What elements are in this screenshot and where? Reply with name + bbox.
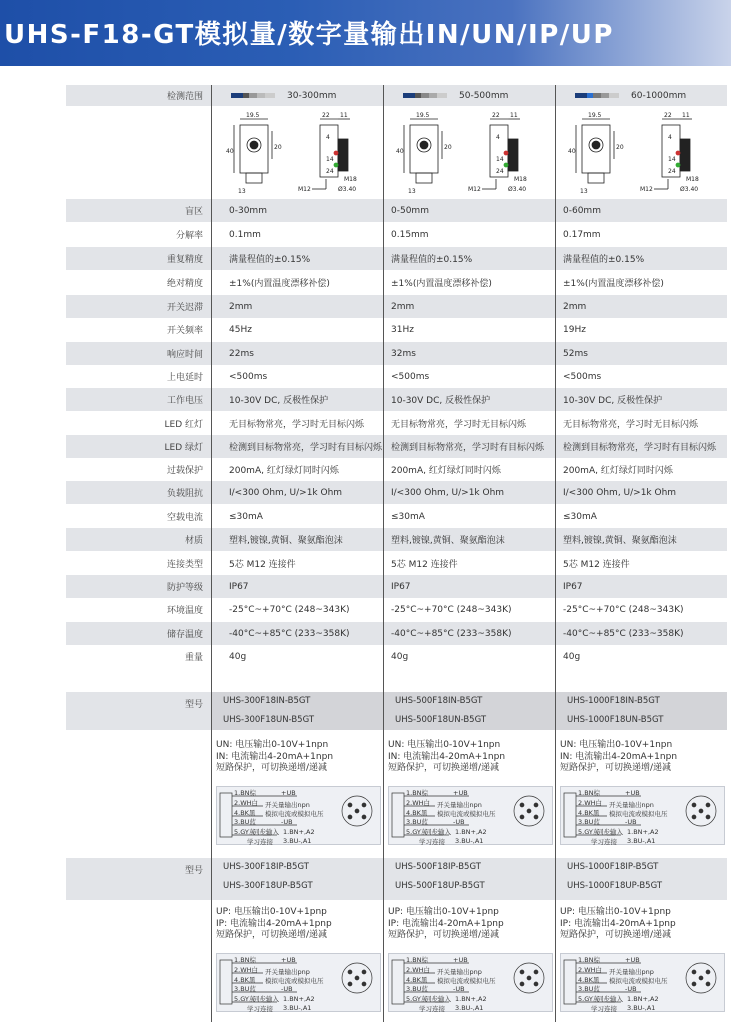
dim-label: 40 bbox=[396, 148, 404, 155]
wiring-diagram bbox=[560, 953, 725, 1012]
wire-label: -UB bbox=[281, 818, 293, 826]
spec-label: 负载阻抗 bbox=[166, 489, 203, 499]
wire-label: 5.GY灰 bbox=[406, 828, 428, 836]
spec-value: 满量程值的±0.15% bbox=[391, 255, 473, 265]
spec-value: -25°C~+70°C (248~343K) bbox=[229, 604, 350, 615]
wiring-diagram bbox=[560, 786, 725, 845]
wire-label: 2.WH白 bbox=[578, 799, 603, 807]
wire-label: 模拟电流或模拟电压 bbox=[609, 977, 668, 985]
model-cell bbox=[383, 858, 555, 900]
spec-value: -25°C~+70°C (248~343K) bbox=[391, 604, 512, 615]
spec-row bbox=[66, 552, 727, 575]
dim-label: M12 bbox=[640, 186, 653, 193]
wire-label: 1.BN+,A2 bbox=[455, 995, 487, 1003]
spec-value: 40g bbox=[563, 651, 581, 662]
wire-label: 4.BK黑 bbox=[234, 976, 256, 984]
spec-value: 满量程值的±0.15% bbox=[229, 255, 311, 265]
wire-label: 开关量输出npn bbox=[609, 801, 654, 809]
spec-value: 塑料,镀镍,黄铜、聚氨酯泡沫 bbox=[229, 536, 343, 546]
wire-label: 开关量输出pnp bbox=[265, 968, 310, 976]
wiring-diagram bbox=[216, 786, 381, 845]
wire-label: 3.BU-,A1 bbox=[627, 837, 656, 845]
spec-value: 5芯 M12 连接件 bbox=[391, 560, 458, 570]
spec-value: 200mA, 红灯绿灯同时闪烁 bbox=[391, 466, 501, 476]
wire-label: 5.GY灰 bbox=[234, 828, 256, 836]
dim-label: M18 bbox=[686, 176, 699, 183]
model-name: UHS-500F18UP-B5GT bbox=[395, 881, 485, 891]
dim-label: 20 bbox=[444, 144, 452, 151]
description-line: UP: 电压输出0-10V+1pnp bbox=[560, 907, 671, 917]
spec-value: 10-30V DC, 反极性保护 bbox=[229, 396, 329, 406]
wire-label: 同步输入 bbox=[597, 995, 623, 1003]
model-n-row bbox=[66, 692, 727, 730]
spec-value: 52ms bbox=[563, 348, 588, 359]
wire-label: 学习连接 bbox=[419, 838, 445, 846]
spec-label: 盲区 bbox=[184, 207, 203, 217]
spec-value: IP67 bbox=[391, 581, 411, 592]
dim-label: M18 bbox=[344, 176, 357, 183]
wire-label: 4.BK黑 bbox=[578, 809, 600, 817]
spec-row bbox=[66, 622, 727, 645]
spec-row bbox=[66, 505, 727, 528]
dim-label: M12 bbox=[298, 186, 311, 193]
wiring-diagram bbox=[388, 786, 553, 845]
model-cell bbox=[211, 858, 383, 900]
spec-value: ≤30mA bbox=[563, 511, 597, 522]
output-description bbox=[388, 740, 505, 775]
page-title: UHS-F18-GT模拟量/数字量输出IN/UN/IP/UP bbox=[4, 20, 614, 50]
wire-label: 3.BU-,A1 bbox=[455, 1004, 484, 1012]
wire-label: 1.BN棕 bbox=[578, 789, 601, 797]
model-name: UHS-300F18IN-B5GT bbox=[223, 696, 311, 706]
model-cell bbox=[555, 858, 727, 900]
wire-label: +UB bbox=[453, 789, 468, 797]
spec-row bbox=[66, 365, 727, 388]
dimension-drawing bbox=[226, 109, 386, 197]
sensor-probe-icon bbox=[575, 93, 619, 98]
column-divider bbox=[555, 85, 556, 1022]
spec-value: 40g bbox=[391, 651, 409, 662]
spec-value: 无目标物常亮，学习时无目标闪烁 bbox=[391, 420, 527, 430]
model-name: UHS-300F18UN-B5GT bbox=[223, 715, 315, 725]
spec-label: 开关频率 bbox=[166, 326, 203, 336]
dim-label: 4 bbox=[326, 134, 330, 141]
wire-label: 2.WH白 bbox=[234, 966, 259, 974]
model-name: UHS-300F18IP-B5GT bbox=[223, 862, 309, 872]
spec-row bbox=[66, 271, 727, 294]
spec-label: 响应时间 bbox=[166, 350, 203, 360]
description-line: IP: 电流输出4-20mA+1pnp bbox=[560, 918, 676, 929]
wire-label: -UB bbox=[453, 985, 465, 993]
wire-label: 1.BN+,A2 bbox=[627, 995, 659, 1003]
spec-value: 2mm bbox=[391, 301, 415, 312]
column-divider bbox=[383, 85, 384, 1022]
spec-value: 5芯 M12 连接件 bbox=[563, 560, 630, 570]
dim-label: 13 bbox=[408, 188, 416, 195]
description-line: 短路保护，可切换递增/递减 bbox=[388, 930, 500, 940]
spec-value: IP67 bbox=[563, 581, 583, 592]
dim-label: 11 bbox=[340, 112, 348, 119]
dim-label: Ø3.40 bbox=[338, 186, 357, 193]
spec-value: ≤30mA bbox=[391, 511, 425, 522]
wire-label: 同步输入 bbox=[253, 995, 279, 1003]
description-line: 短路保护，可切换递增/递减 bbox=[216, 930, 328, 940]
wire-label: 1.BN+,A2 bbox=[283, 828, 315, 836]
description-line: UP: 电压输出0-10V+1pnp bbox=[388, 907, 499, 917]
spec-value: 检测到目标物常亮，学习时有目标闪烁 bbox=[229, 443, 383, 453]
dim-label: 11 bbox=[682, 112, 690, 119]
model-name: UHS-500F18IP-B5GT bbox=[395, 862, 481, 872]
dim-label: 19.5 bbox=[588, 112, 602, 119]
spec-value: 塑料,镀镍,黄铜、聚氨酯泡沫 bbox=[391, 536, 505, 546]
spec-value: 0.15mm bbox=[391, 229, 429, 240]
spec-row bbox=[66, 199, 727, 222]
spec-value: <500ms bbox=[391, 371, 430, 382]
model-name: UHS-1000F18IN-B5GT bbox=[567, 696, 660, 706]
spec-value: -40°C~+85°C (233~358K) bbox=[391, 628, 512, 639]
spec-value: 0-60mm bbox=[563, 205, 601, 216]
model-name: UHS-300F18UP-B5GT bbox=[223, 881, 313, 891]
wire-label: 2.WH白 bbox=[406, 799, 431, 807]
spec-value: 5芯 M12 连接件 bbox=[229, 560, 296, 570]
spec-value: 0.17mm bbox=[563, 229, 601, 240]
spec-value: <500ms bbox=[229, 371, 268, 382]
wire-label: 4.BK黑 bbox=[578, 976, 600, 984]
spec-label: 工作电压 bbox=[166, 396, 203, 406]
wire-label: 2.WH白 bbox=[578, 966, 603, 974]
wire-label: 1.BN棕 bbox=[578, 956, 601, 964]
dim-label: 19.5 bbox=[416, 112, 430, 119]
sensor-probe-icon bbox=[231, 93, 275, 98]
spec-value: 0-50mm bbox=[391, 205, 429, 216]
wire-label: 学习连接 bbox=[419, 1005, 445, 1013]
dim-label: 4 bbox=[496, 134, 500, 141]
header-banner bbox=[0, 0, 731, 66]
description-line: 短路保护，可切换递增/递减 bbox=[388, 763, 500, 773]
wire-label: 同步输入 bbox=[425, 995, 451, 1003]
spec-value: -40°C~+85°C (233~358K) bbox=[563, 628, 684, 639]
dim-label: 22 bbox=[664, 112, 672, 119]
wire-label: 学习连接 bbox=[247, 1005, 273, 1013]
spec-value: -25°C~+70°C (248~343K) bbox=[563, 604, 684, 615]
wire-label: 开关量输出pnp bbox=[609, 968, 654, 976]
wire-label: 5.GY灰 bbox=[234, 995, 256, 1003]
wire-label: 3.BU蓝 bbox=[406, 818, 428, 826]
wire-label: 1.BN棕 bbox=[406, 956, 429, 964]
spec-value: I/<300 Ohm, U/>1k Ohm bbox=[229, 487, 343, 498]
model-cell bbox=[211, 692, 383, 730]
spec-value: ≤30mA bbox=[229, 511, 263, 522]
wire-label: 2.WH白 bbox=[406, 966, 431, 974]
wire-label: 3.BU蓝 bbox=[578, 985, 600, 993]
output-description bbox=[560, 740, 677, 775]
wire-label: 3.BU-,A1 bbox=[627, 1004, 656, 1012]
description-line: 短路保护，可切换递增/递减 bbox=[560, 930, 672, 940]
output-description bbox=[216, 907, 332, 942]
spec-value: 塑料,镀镍,黄铜、聚氨酯泡沫 bbox=[563, 536, 677, 546]
dim-label: 4 bbox=[668, 134, 672, 141]
spec-value: ±1%(内置温度漂移补偿) bbox=[391, 279, 492, 289]
dim-label: 24 bbox=[326, 168, 334, 175]
range-cell bbox=[555, 91, 727, 101]
spec-value: ±1%(内置温度漂移补偿) bbox=[563, 279, 664, 289]
dim-label: 13 bbox=[580, 188, 588, 195]
spec-row bbox=[66, 223, 727, 246]
spec-row bbox=[66, 458, 727, 481]
wire-label: 模拟电流或模拟电压 bbox=[609, 810, 668, 818]
wire-label: -UB bbox=[453, 818, 465, 826]
dim-label: 20 bbox=[616, 144, 624, 151]
wire-label: 5.GY灰 bbox=[578, 995, 600, 1003]
spec-row bbox=[66, 295, 727, 318]
wire-label: 模拟电流或模拟电压 bbox=[437, 810, 496, 818]
dim-label: 40 bbox=[226, 148, 234, 155]
spec-row bbox=[66, 342, 727, 365]
wire-label: 1.BN+,A2 bbox=[455, 828, 487, 836]
spec-label: 连接类型 bbox=[166, 560, 203, 570]
dim-label: 24 bbox=[668, 168, 676, 175]
wire-label: 模拟电流或模拟电压 bbox=[437, 977, 496, 985]
wire-label: 4.BK黑 bbox=[234, 809, 256, 817]
dimension-drawing bbox=[396, 109, 556, 197]
wiring-diagram bbox=[216, 953, 381, 1012]
spec-value: 检测到目标物常亮，学习时有目标闪烁 bbox=[563, 443, 717, 453]
dim-label: 14 bbox=[326, 156, 334, 163]
wire-label: 开关量输出npn bbox=[265, 801, 310, 809]
model-name: UHS-1000F18UP-B5GT bbox=[567, 881, 663, 891]
spec-value: 19Hz bbox=[563, 324, 586, 335]
description-line: IP: 电流输出4-20mA+1pnp bbox=[388, 918, 504, 929]
wire-label: 3.BU-,A1 bbox=[283, 837, 312, 845]
range-cell bbox=[383, 91, 555, 101]
spec-value: 40g bbox=[229, 651, 247, 662]
spec-value: ±1%(内置温度漂移补偿) bbox=[229, 279, 330, 289]
dim-label: M12 bbox=[468, 186, 481, 193]
spec-row bbox=[66, 318, 727, 341]
wire-label: 1.BN棕 bbox=[234, 956, 257, 964]
wire-label: 开关量输出npn bbox=[437, 801, 482, 809]
output-description bbox=[560, 907, 676, 942]
wiring-diagram bbox=[388, 953, 553, 1012]
wire-label: 1.BN+,A2 bbox=[627, 828, 659, 836]
spec-value: 31Hz bbox=[391, 324, 414, 335]
model-p-row bbox=[66, 858, 727, 900]
wire-label: 开关量输出pnp bbox=[437, 968, 482, 976]
wire-label: 学习连接 bbox=[247, 838, 273, 846]
spec-row bbox=[66, 575, 727, 598]
range-value: 60-1000mm bbox=[631, 90, 687, 101]
description-line: UP: 电压输出0-10V+1pnp bbox=[216, 907, 327, 917]
dim-label: 14 bbox=[668, 156, 676, 163]
wire-label: 5.GY灰 bbox=[406, 995, 428, 1003]
spec-value: 满量程值的±0.15% bbox=[563, 255, 645, 265]
dimension-drawing bbox=[568, 109, 728, 197]
spec-label: 过载保护 bbox=[166, 466, 203, 476]
spec-value: <500ms bbox=[563, 371, 602, 382]
model-name: UHS-500F18IN-B5GT bbox=[395, 696, 483, 706]
description-line: IN: 电流输出4-20mA+1npn bbox=[216, 751, 334, 762]
wire-label: 3.BU-,A1 bbox=[283, 1004, 312, 1012]
spec-value: 2mm bbox=[229, 301, 253, 312]
spec-value: 200mA, 红灯绿灯同时闪烁 bbox=[563, 466, 673, 476]
spec-value: 10-30V DC, 反极性保护 bbox=[391, 396, 491, 406]
dim-label: 14 bbox=[496, 156, 504, 163]
spec-value: 200mA, 红灯绿灯同时闪烁 bbox=[229, 466, 339, 476]
sensor-probe-icon bbox=[403, 93, 447, 98]
range-row bbox=[66, 85, 727, 106]
wire-label: 同步输入 bbox=[597, 828, 623, 836]
model-name: UHS-1000F18UN-B5GT bbox=[567, 715, 664, 725]
range-value: 50-500mm bbox=[459, 90, 509, 101]
spec-row bbox=[66, 247, 727, 270]
spec-value: 32ms bbox=[391, 348, 416, 359]
spec-label: 环境温度 bbox=[166, 606, 203, 616]
spec-label: 重复精度 bbox=[166, 255, 203, 265]
description-line: UN: 电压输出0-10V+1npn bbox=[388, 740, 501, 750]
spec-value: 22ms bbox=[229, 348, 254, 359]
wire-label: 5.GY灰 bbox=[578, 828, 600, 836]
spec-label: 防护等级 bbox=[166, 583, 203, 593]
wire-label: 学习连接 bbox=[591, 1005, 617, 1013]
spec-row bbox=[66, 412, 727, 435]
wire-label: 3.BU-,A1 bbox=[455, 837, 484, 845]
wire-label: 同步输入 bbox=[425, 828, 451, 836]
wire-label: +UB bbox=[625, 789, 640, 797]
output-description bbox=[388, 907, 504, 942]
model-label: 型号 bbox=[184, 866, 203, 876]
spec-row bbox=[66, 435, 727, 458]
description-line: IN: 电流输出4-20mA+1npn bbox=[560, 751, 678, 762]
wire-label: 模拟电流或模拟电压 bbox=[265, 977, 324, 985]
wire-label: 模拟电流或模拟电压 bbox=[265, 810, 324, 818]
dim-label: 22 bbox=[322, 112, 330, 119]
dim-label: 20 bbox=[274, 144, 282, 151]
description-line: IP: 电流输出4-20mA+1pnp bbox=[216, 918, 332, 929]
range-cell bbox=[211, 91, 383, 101]
spec-label: 分解率 bbox=[175, 231, 203, 241]
spec-label: 储存温度 bbox=[166, 630, 203, 640]
spec-value: -40°C~+85°C (233~358K) bbox=[229, 628, 350, 639]
spec-row bbox=[66, 528, 727, 551]
spec-value: 2mm bbox=[563, 301, 587, 312]
column-divider bbox=[211, 85, 212, 1022]
spec-value: IP67 bbox=[229, 581, 249, 592]
wire-label: 1.BN+,A2 bbox=[283, 995, 315, 1003]
wire-label: -UB bbox=[625, 818, 637, 826]
wire-label: 4.BK黑 bbox=[406, 809, 428, 817]
spec-value: 无目标物常亮，学习时无目标闪烁 bbox=[229, 420, 365, 430]
model-label: 型号 bbox=[184, 700, 203, 710]
dim-label: M18 bbox=[514, 176, 527, 183]
spec-row bbox=[66, 645, 727, 668]
wire-label: 4.BK黑 bbox=[406, 976, 428, 984]
range-label: 检测范围 bbox=[166, 92, 203, 102]
model-name: UHS-1000F18IP-B5GT bbox=[567, 862, 659, 872]
description-line: 短路保护，可切换递增/递减 bbox=[216, 763, 328, 773]
dim-label: 22 bbox=[492, 112, 500, 119]
description-line: UN: 电压输出0-10V+1npn bbox=[216, 740, 329, 750]
spec-label: 空载电流 bbox=[166, 513, 203, 523]
spec-label: 材质 bbox=[184, 536, 203, 546]
wire-label: 3.BU蓝 bbox=[234, 818, 256, 826]
wire-label: 同步输入 bbox=[253, 828, 279, 836]
wire-label: 2.WH白 bbox=[234, 799, 259, 807]
dim-label: 19.5 bbox=[246, 112, 260, 119]
model-cell bbox=[555, 692, 727, 730]
spec-row bbox=[66, 481, 727, 504]
spec-value: 0.1mm bbox=[229, 229, 261, 240]
output-description bbox=[216, 740, 333, 775]
description-line: 短路保护，可切换递增/递减 bbox=[560, 763, 672, 773]
wire-label: 3.BU蓝 bbox=[234, 985, 256, 993]
spec-row bbox=[66, 598, 727, 621]
wire-label: +UB bbox=[281, 956, 296, 964]
dim-label: 24 bbox=[496, 168, 504, 175]
spec-value: 45Hz bbox=[229, 324, 252, 335]
spec-label: 上电延时 bbox=[166, 373, 203, 383]
wire-label: -UB bbox=[281, 985, 293, 993]
model-name: UHS-500F18UN-B5GT bbox=[395, 715, 487, 725]
dim-label: Ø3.40 bbox=[508, 186, 527, 193]
dim-label: 40 bbox=[568, 148, 576, 155]
wire-label: +UB bbox=[281, 789, 296, 797]
description-line: UN: 电压输出0-10V+1npn bbox=[560, 740, 673, 750]
spec-label: 绝对精度 bbox=[166, 279, 203, 289]
spec-row bbox=[66, 388, 727, 411]
wire-label: +UB bbox=[453, 956, 468, 964]
wire-label: 3.BU蓝 bbox=[578, 818, 600, 826]
wire-label: 1.BN棕 bbox=[406, 789, 429, 797]
spec-value: 检测到目标物常亮，学习时有目标闪烁 bbox=[391, 443, 545, 453]
wire-label: 学习连接 bbox=[591, 838, 617, 846]
description-line: IN: 电流输出4-20mA+1npn bbox=[388, 751, 506, 762]
dim-label: Ø3.40 bbox=[680, 186, 699, 193]
wire-label: -UB bbox=[625, 985, 637, 993]
dim-label: 13 bbox=[238, 188, 246, 195]
spec-label: LED 绿灯 bbox=[164, 443, 203, 453]
spec-label: 重量 bbox=[184, 653, 203, 663]
dim-label: 11 bbox=[510, 112, 518, 119]
wire-label: 1.BN棕 bbox=[234, 789, 257, 797]
spec-value: 无目标物常亮，学习时无目标闪烁 bbox=[563, 420, 699, 430]
spec-value: I/<300 Ohm, U/>1k Ohm bbox=[563, 487, 677, 498]
spec-label: LED 红灯 bbox=[164, 420, 203, 430]
spec-value: 0-30mm bbox=[229, 205, 267, 216]
spec-value: 10-30V DC, 反极性保护 bbox=[563, 396, 663, 406]
wire-label: 3.BU蓝 bbox=[406, 985, 428, 993]
spec-label: 开关迟滞 bbox=[166, 303, 203, 313]
range-value: 30-300mm bbox=[287, 90, 337, 101]
model-cell bbox=[383, 692, 555, 730]
wire-label: +UB bbox=[625, 956, 640, 964]
spec-value: I/<300 Ohm, U/>1k Ohm bbox=[391, 487, 505, 498]
